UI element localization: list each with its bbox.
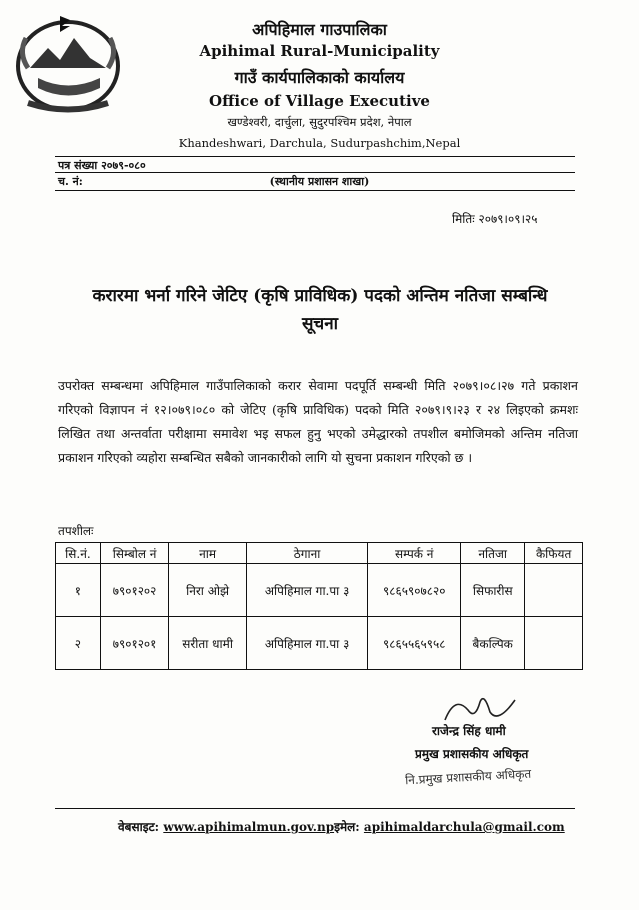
dispatch-number: च. नं: — [58, 175, 83, 188]
cell-contact: ९८६५९०७८२० — [368, 564, 461, 617]
header-office-en: Office of Village Executive — [209, 92, 430, 110]
notice-title-line1: करारमा भर्ना गरिने जेटिए (कृषि प्राविधिक) पदको अन्तिम नतिजा सम्बन्धि — [92, 286, 548, 306]
header-address-en: Khandeshwari, Darchula, Sudurpashchim,Nepal — [178, 136, 461, 150]
cell-serial: २ — [56, 617, 101, 670]
header-name-en: Apihimal Rural-Municipality — [199, 42, 440, 60]
header-office-np: गाउँ कार्यपालिकाको कार्यालय — [234, 68, 405, 87]
table-header-row — [56, 543, 583, 564]
letter-number: पत्र संख्या २०७९-०८० — [58, 159, 146, 172]
notice-body: उपरोक्त सम्बन्धमा अपिहिमाल गाउँपालिकाको करार सेवामा पदपूर्ति सम्बन्धी मिति २०७९।०८।२७ गते प्रकाशन गरिएको विज्ञापन नं १२।०७९।०८० को जेटिए (कृषि प्राविधिक) पदको मिति २०७९।९।२३ र २४ लिइएको क्रमशः लिखित तथा अन्तर्वाता परीक्षामा समावेश भइ सफल हुनु भएको उमेद्धारको तपशील बमोजिमको अन्तिम नतिजा प्रकाशन गरिएको व्यहोरा सम्बन्धित सबैको जानकारीको लागि यो सुचना प्रकाशन गरिएको छ । — [58, 378, 578, 465]
notice-date: मितिः २०७९।०९।२५ — [452, 212, 538, 226]
cell-symbol: ७९०१२०१ — [100, 617, 168, 670]
result-table — [55, 542, 583, 670]
website-link[interactable]: www.apihimalmun.gov.np — [163, 820, 335, 834]
footer-divider — [55, 808, 575, 809]
cell-serial: १ — [56, 564, 101, 617]
table-row — [56, 564, 583, 617]
table-row — [56, 617, 583, 670]
col-symbol: सिम्बोल नं — [100, 543, 168, 564]
signatory-stamp: नि.प्रमुख प्रशासकीय अधिकृत — [404, 766, 532, 788]
col-remarks: कैफियत — [525, 543, 583, 564]
signatory-title: प्रमुख प्रशासकीय अधिकृत — [415, 747, 529, 761]
meta-divider-bottom — [55, 190, 575, 191]
col-result: नतिजा — [461, 543, 525, 564]
col-serial: सि.नं. — [56, 543, 101, 564]
details-label: तपशीलः — [58, 524, 94, 538]
cell-remarks — [525, 564, 583, 617]
header-address-np: खण्डेश्वरी, दार्चुला, सुदुरपश्चिम प्रदेश, नेपाल — [227, 115, 412, 129]
cell-name: निरा ओझे — [169, 564, 247, 617]
cell-result: सिफारीस — [461, 564, 525, 617]
header-divider — [55, 156, 575, 157]
cell-name: सरीता धामी — [169, 617, 247, 670]
website-label: वेबसाइट: — [118, 820, 160, 834]
cell-address: अपिहिमाल गा.पा ३ — [246, 617, 367, 670]
cell-address: अपिहिमाल गा.पा ३ — [246, 564, 367, 617]
footer-contact — [118, 818, 565, 835]
cell-remarks — [525, 617, 583, 670]
email-label: इमेल: — [334, 820, 360, 834]
email-link[interactable]: apihimaldarchula@gmail.com — [363, 820, 565, 834]
col-address: ठेगाना — [246, 543, 367, 564]
header-name-np: अपिहिमाल गाउपालिका — [252, 20, 387, 39]
branch-name: (स्थानीय प्रशासन शाखा) — [269, 175, 370, 188]
cell-result: बैकल्पिक — [461, 617, 525, 670]
cell-symbol: ७९०१२०२ — [100, 564, 168, 617]
cell-contact: ९८६५५६५९५८ — [368, 617, 461, 670]
meta-divider — [55, 172, 575, 173]
notice-title — [40, 282, 600, 338]
signatory-name: राजेन्द्र सिंह धामी — [432, 724, 506, 738]
notice-title-line2: सूचना — [301, 314, 339, 334]
col-contact: सम्पर्क नं — [368, 543, 461, 564]
col-name: नाम — [169, 543, 247, 564]
